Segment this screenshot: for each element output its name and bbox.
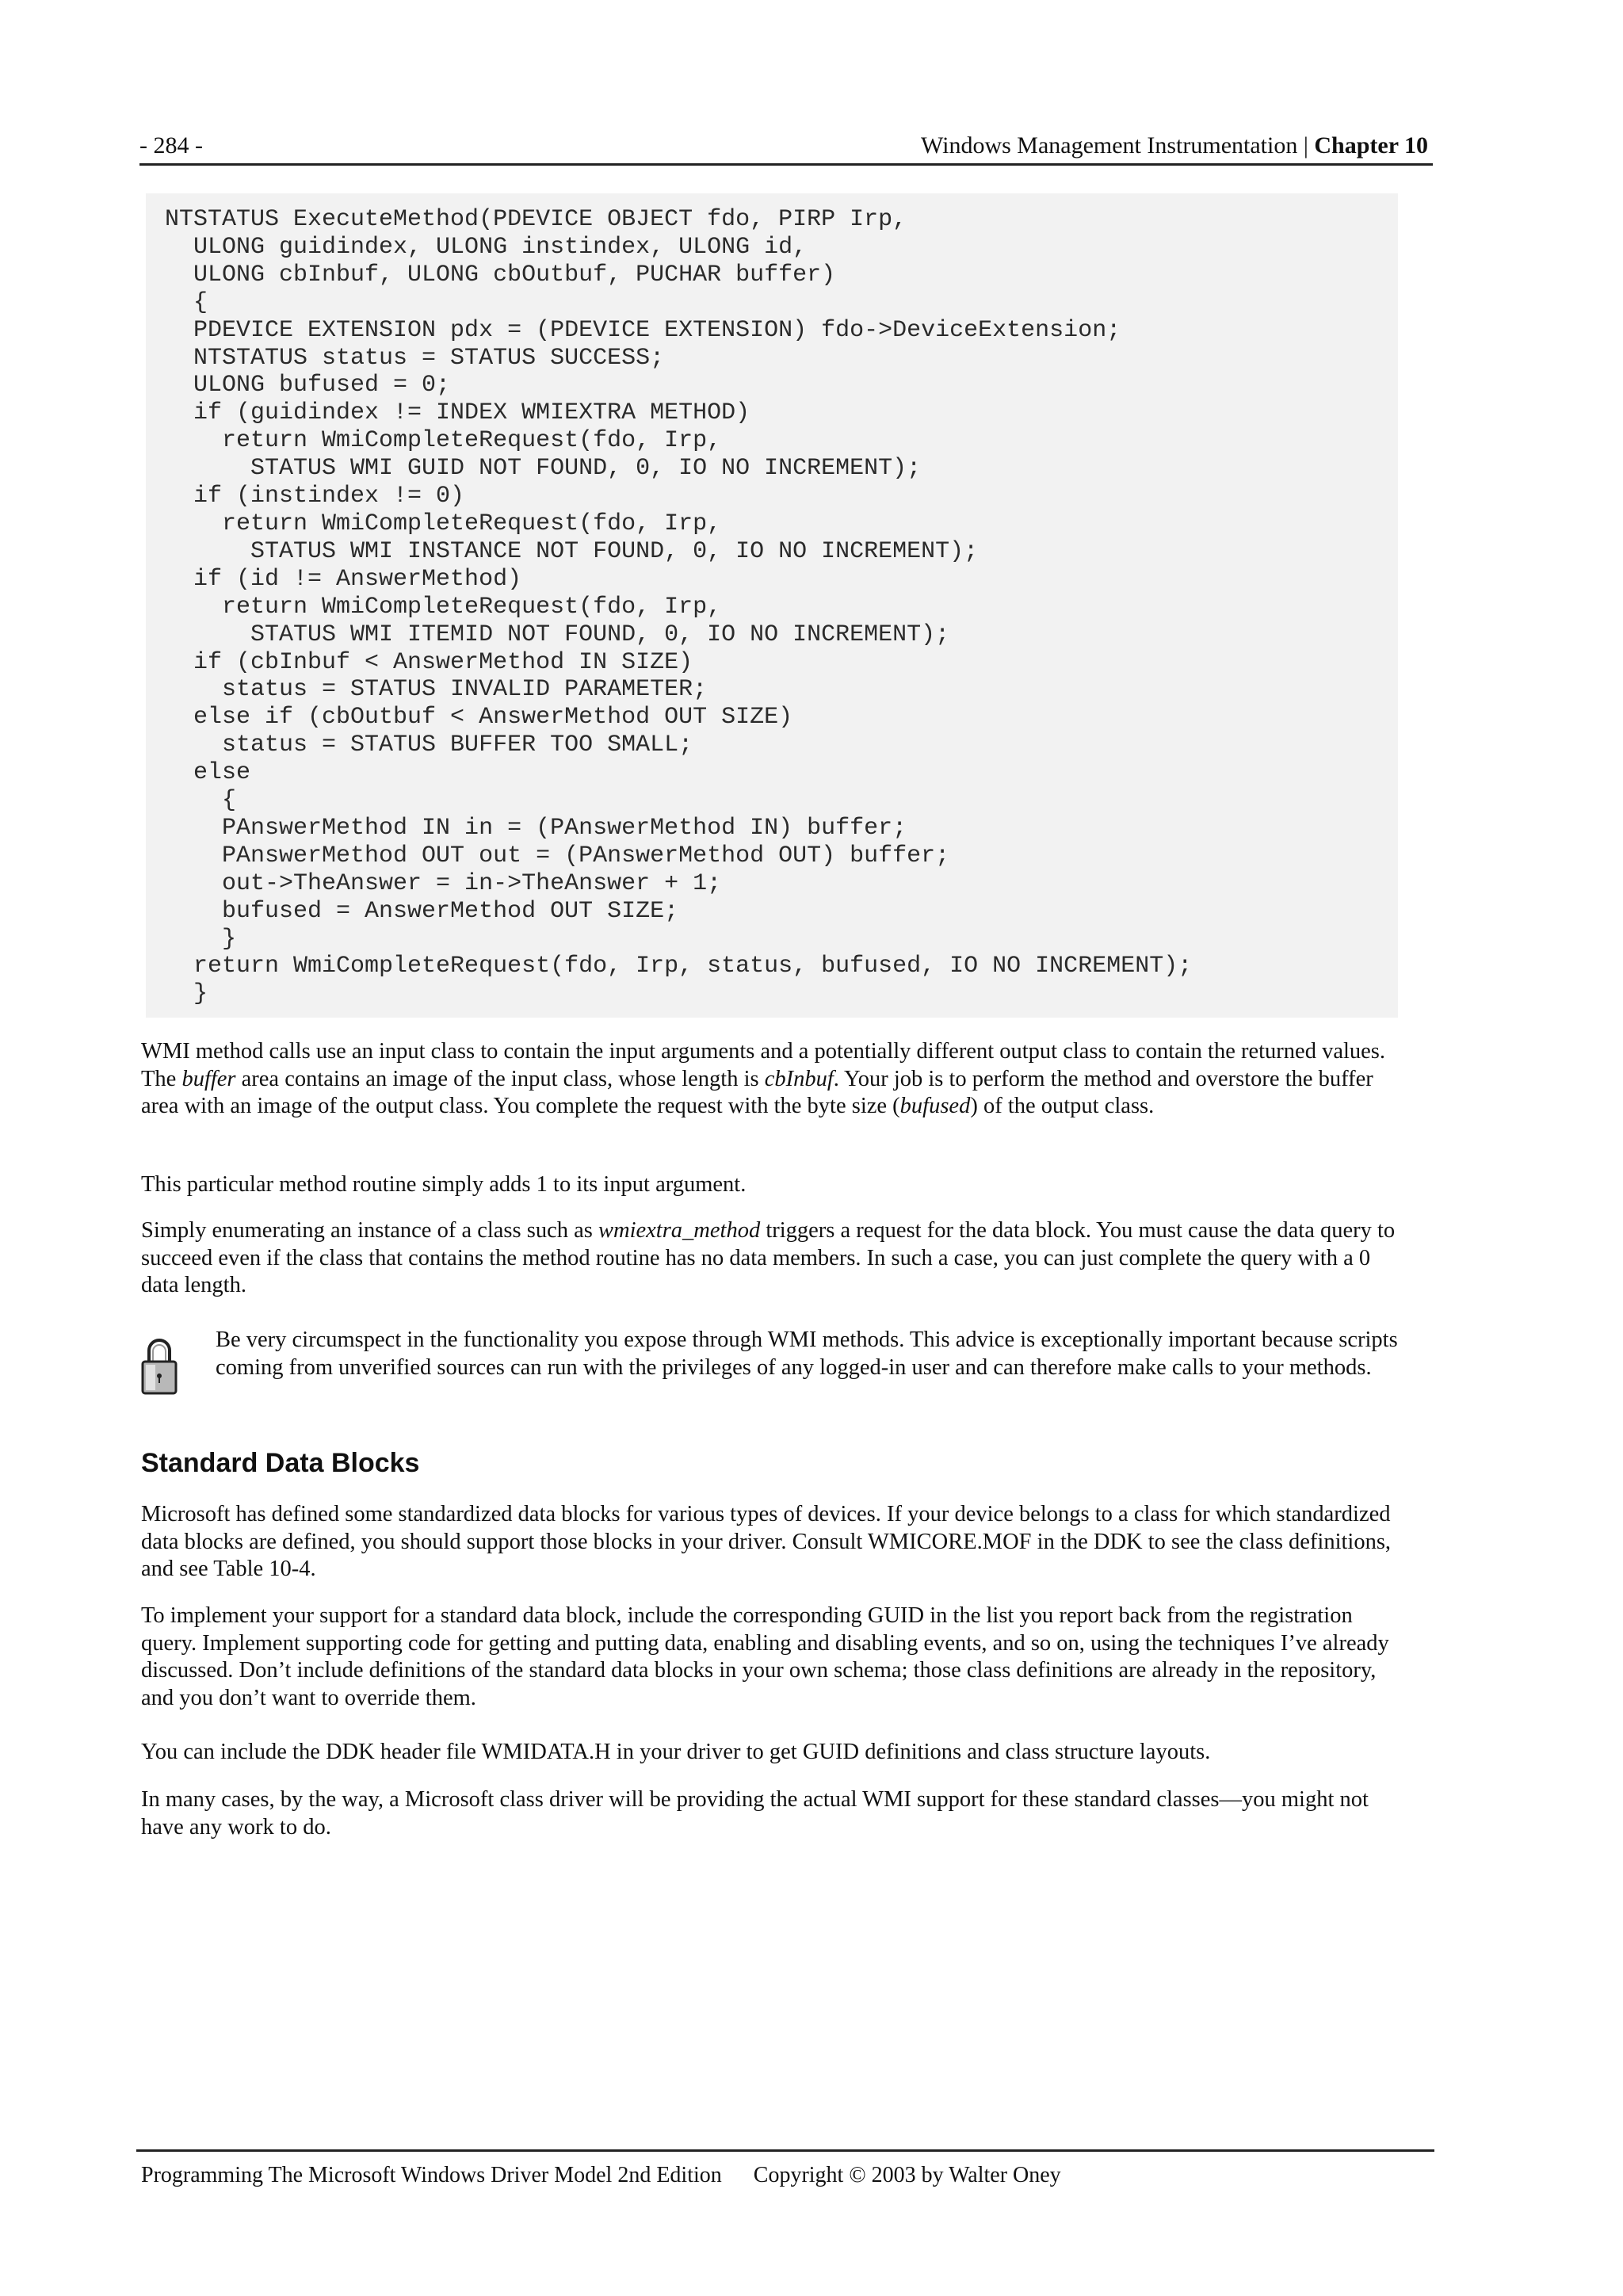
italic-term: wmiextra_method bbox=[598, 1218, 761, 1243]
page-number: - 284 - bbox=[139, 132, 203, 159]
note-text: Be very circumspect in the functionality you expose through WMI methods. This advice is exceptionally important because scripts coming from unverified sources can run with the privileges of any logged-in user and can therefore make calls to your methods. bbox=[216, 1328, 1398, 1380]
italic-term: bufused bbox=[899, 1094, 971, 1118]
chapter-title bbox=[921, 132, 1428, 160]
chapter-prefix: Windows Management Instrumentation | bbox=[921, 132, 1315, 159]
section-title: Standard Data Blocks bbox=[141, 1448, 420, 1478]
paragraph-implement: To implement your support for a standard data block, include the corresponding GUID in the list you report back from the registration query. Implement supporting code for getting and putting data, enabling and disabling events, and so on, using the techniques I’ve already discussed. Don’t include definitions of the standard data blocks in your own schema; those class definitions are already in the repository, and you don’t want to override them. bbox=[141, 1603, 1389, 1710]
text-run: . Your job is to perform the method and overstore the buffer area with an image of the output class. You complete the request with the byte size ( bbox=[141, 1066, 1373, 1118]
paragraph-method-routine: This particular method routine simply adds 1 to its input argument. bbox=[141, 1172, 747, 1197]
paragraph-method-calls bbox=[141, 1038, 1409, 1121]
italic-term: buffer bbox=[181, 1066, 236, 1091]
code-listing: NTSTATUS ExecuteMethod(PDEVICE OBJECT fdo, PIRP Irp, ULONG guidindex, ULONG instindex, ULONG id, ULONG cbInbuf, ULONG cbOutbuf, PUCHAR buffer) { PDEVICE EXTENSION pdx = (PDEVICE EXTENSION) fdo->DeviceExtension; NTSTATUS status = STATUS SUCCESS; ULONG bufused = 0; if (guidindex != INDEX WMIEXTRA METHOD) return WmiCompleteRequest(fdo, Irp, STATUS WMI GUID NOT FOUND, 0, IO NO INCREMENT); if (instindex != 0) return WmiCompleteRequest(fdo, Irp, STATUS WMI INSTANCE NOT FOUND, 0, IO NO INCREMENT); if (id != AnswerMethod) return WmiCompleteRequest(fdo, Irp, STATUS WMI ITEMID NOT FOUND, 0, IO NO INCREMENT); if (cbInbuf < AnswerMethod IN SIZE) status = STATUS INVALID PARAMETER; else if (cbOutbuf < AnswerMethod OUT SIZE) status = STATUS BUFFER TOO SMALL; else { PAnswerMethod IN in = (PAnswerMethod IN) buffer; PAnswerMethod OUT out = (PAnswerMethod OUT) buffer; out->TheAnswer = in->TheAnswer + 1; bufused = AnswerMethod OUT SIZE; } return WmiCompleteRequest(fdo, Irp, status, bufused, IO NO INCREMENT); } bbox=[146, 193, 1398, 1018]
paragraph-class-driver: In many cases, by the way, a Microsoft class driver will be providing the actual WMI support for these standard classes—you might not have any work to do. bbox=[141, 1787, 1369, 1839]
text-run: ) of the output class. bbox=[970, 1094, 1155, 1118]
text-run: Simply enumerating an instance of a class such as bbox=[141, 1218, 598, 1243]
text-run: WMI method calls use an input class to contain the input arguments and a potentially different output class to contain the returned values. The bbox=[141, 1039, 1386, 1091]
paragraph-standardized: Microsoft has defined some standardized data blocks for various types of devices. If your device belongs to a class for which standardized data blocks are defined, you should support those blocks in your driver. Consult WMICORE.MOF in the DDK to see the class definitions, and see Table 10-4. bbox=[141, 1502, 1392, 1581]
paragraph-enumerating bbox=[141, 1217, 1409, 1300]
page-footer bbox=[141, 2162, 1061, 2189]
chapter-label: Chapter 10 bbox=[1314, 132, 1428, 159]
footer-copyright: Copyright © 2003 by Walter Oney bbox=[753, 2163, 1061, 2187]
footer-book-title: Programming The Microsoft Windows Driver Model 2nd Edition bbox=[141, 2163, 722, 2187]
paragraph-wmidata: You can include the DDK header file WMIDATA.H in your driver to get GUID definitions and class structure layouts. bbox=[141, 1740, 1211, 1764]
text-run: triggers a request for the data block. You must cause the data query to succeed even if the class that contains the method routine has no data members. In such a case, you can just complete the query with a 0 data length. bbox=[141, 1218, 1396, 1297]
italic-term: cbInbuf bbox=[764, 1066, 834, 1091]
text-run: area contains an image of the input class, whose length is bbox=[235, 1066, 765, 1091]
security-note bbox=[139, 1327, 1407, 1414]
footer-rule bbox=[136, 2149, 1434, 2152]
page-header bbox=[139, 132, 1433, 166]
lock-icon bbox=[139, 1333, 179, 1396]
